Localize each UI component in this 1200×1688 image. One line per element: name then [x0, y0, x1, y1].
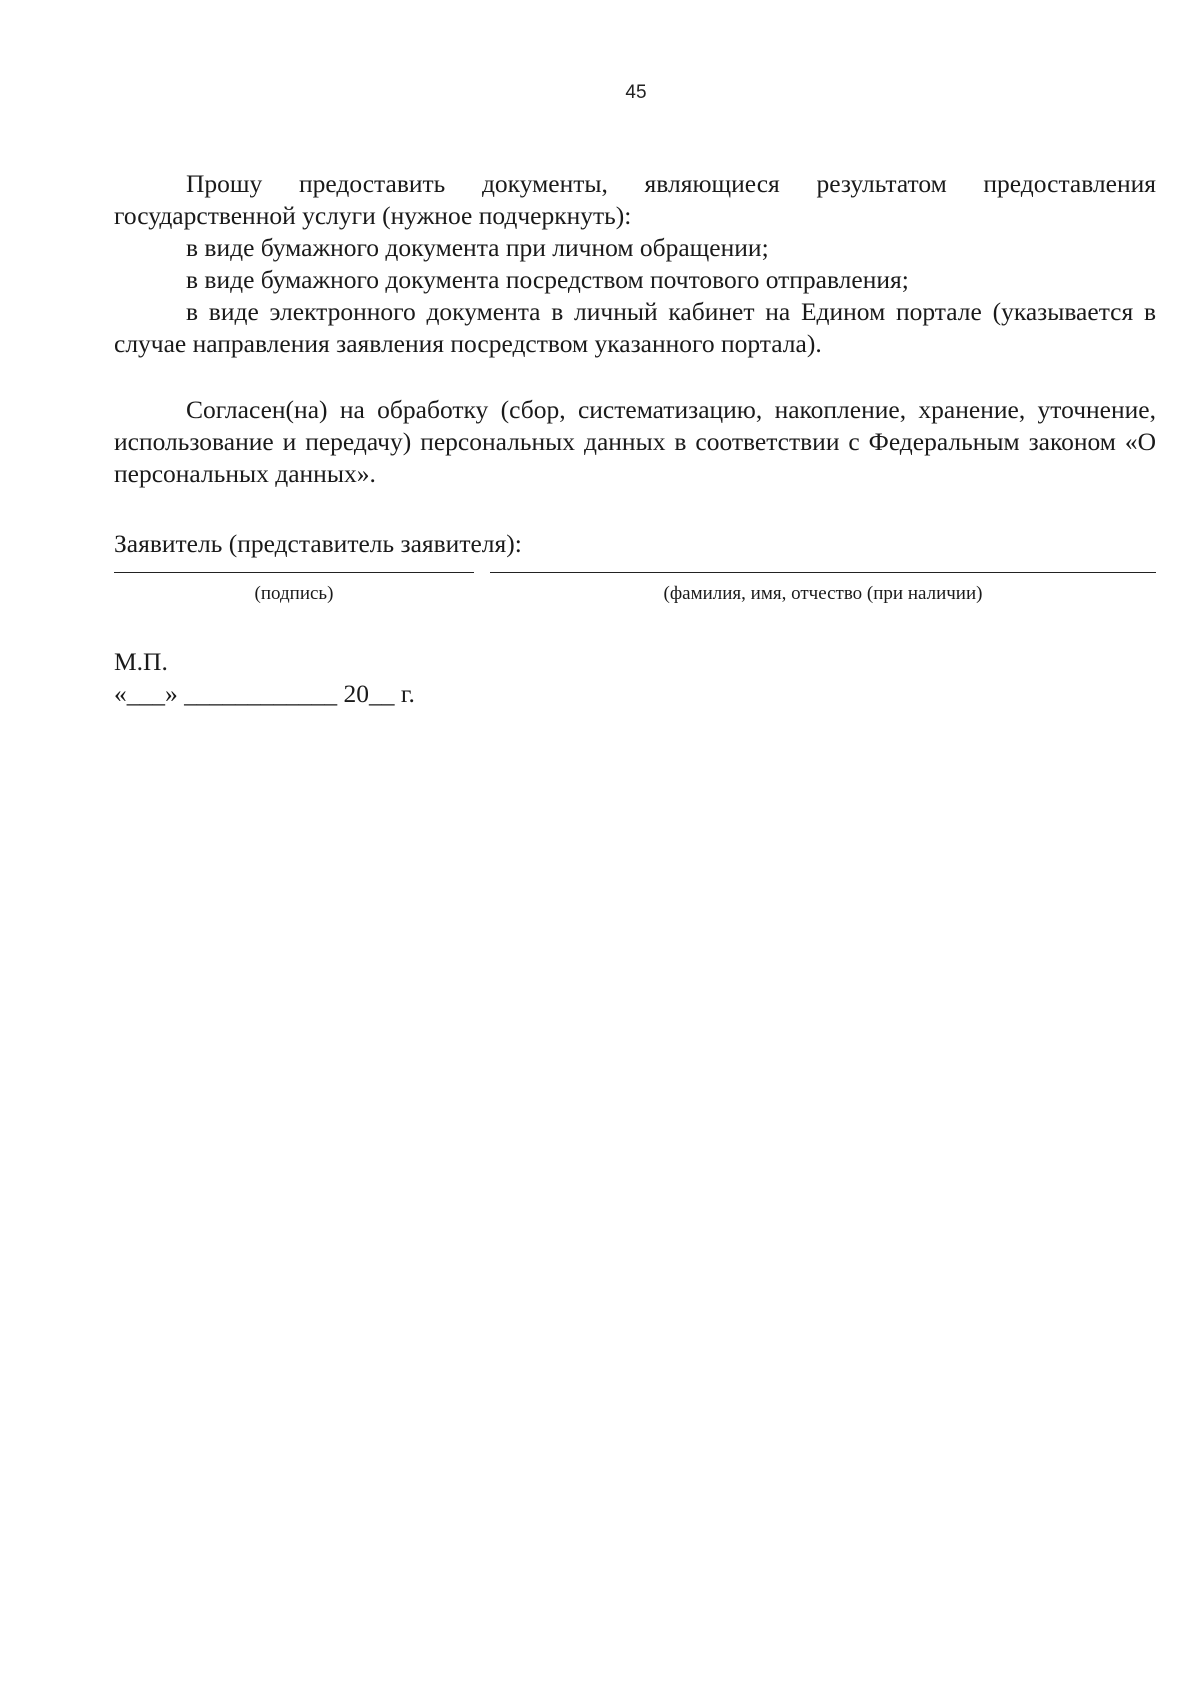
signature-line	[114, 572, 474, 573]
signature-caption: (подпись)	[254, 583, 334, 604]
date-line: «___» ____________ 20__ г.	[114, 679, 415, 708]
document-body	[114, 168, 1156, 710]
option-paper-personal: в виде бумажного документа при личном обращении;	[186, 233, 769, 262]
option-electronic: в виде электронного документа в личный кабинет на Едином портале (указывается в случае направления заявления посредством указанного портала).	[114, 297, 1156, 358]
option-paper-mail: в виде бумажного документа посредством почтового отправления;	[186, 265, 909, 294]
request-intro: Прошу предоставить документы, являющиеся результатом предоставления государственной услуги (нужное подчеркнуть):	[114, 169, 1156, 230]
applicant-label: Заявитель (представитель заявителя):	[114, 529, 522, 558]
stamp-label: М.П.	[114, 647, 168, 676]
consent-text: Согласен(на) на обработку (сбор, систематизацию, накопление, хранение, уточнение, использование и передачу) персональных данных в соответствии с Федеральным законом «О персональных данных».	[114, 395, 1156, 488]
page-number: 45	[625, 82, 647, 103]
full-name-line	[490, 572, 1156, 573]
signature-row	[114, 572, 1156, 636]
full-name-caption: (фамилия, имя, отчество (при наличии)	[663, 583, 983, 604]
